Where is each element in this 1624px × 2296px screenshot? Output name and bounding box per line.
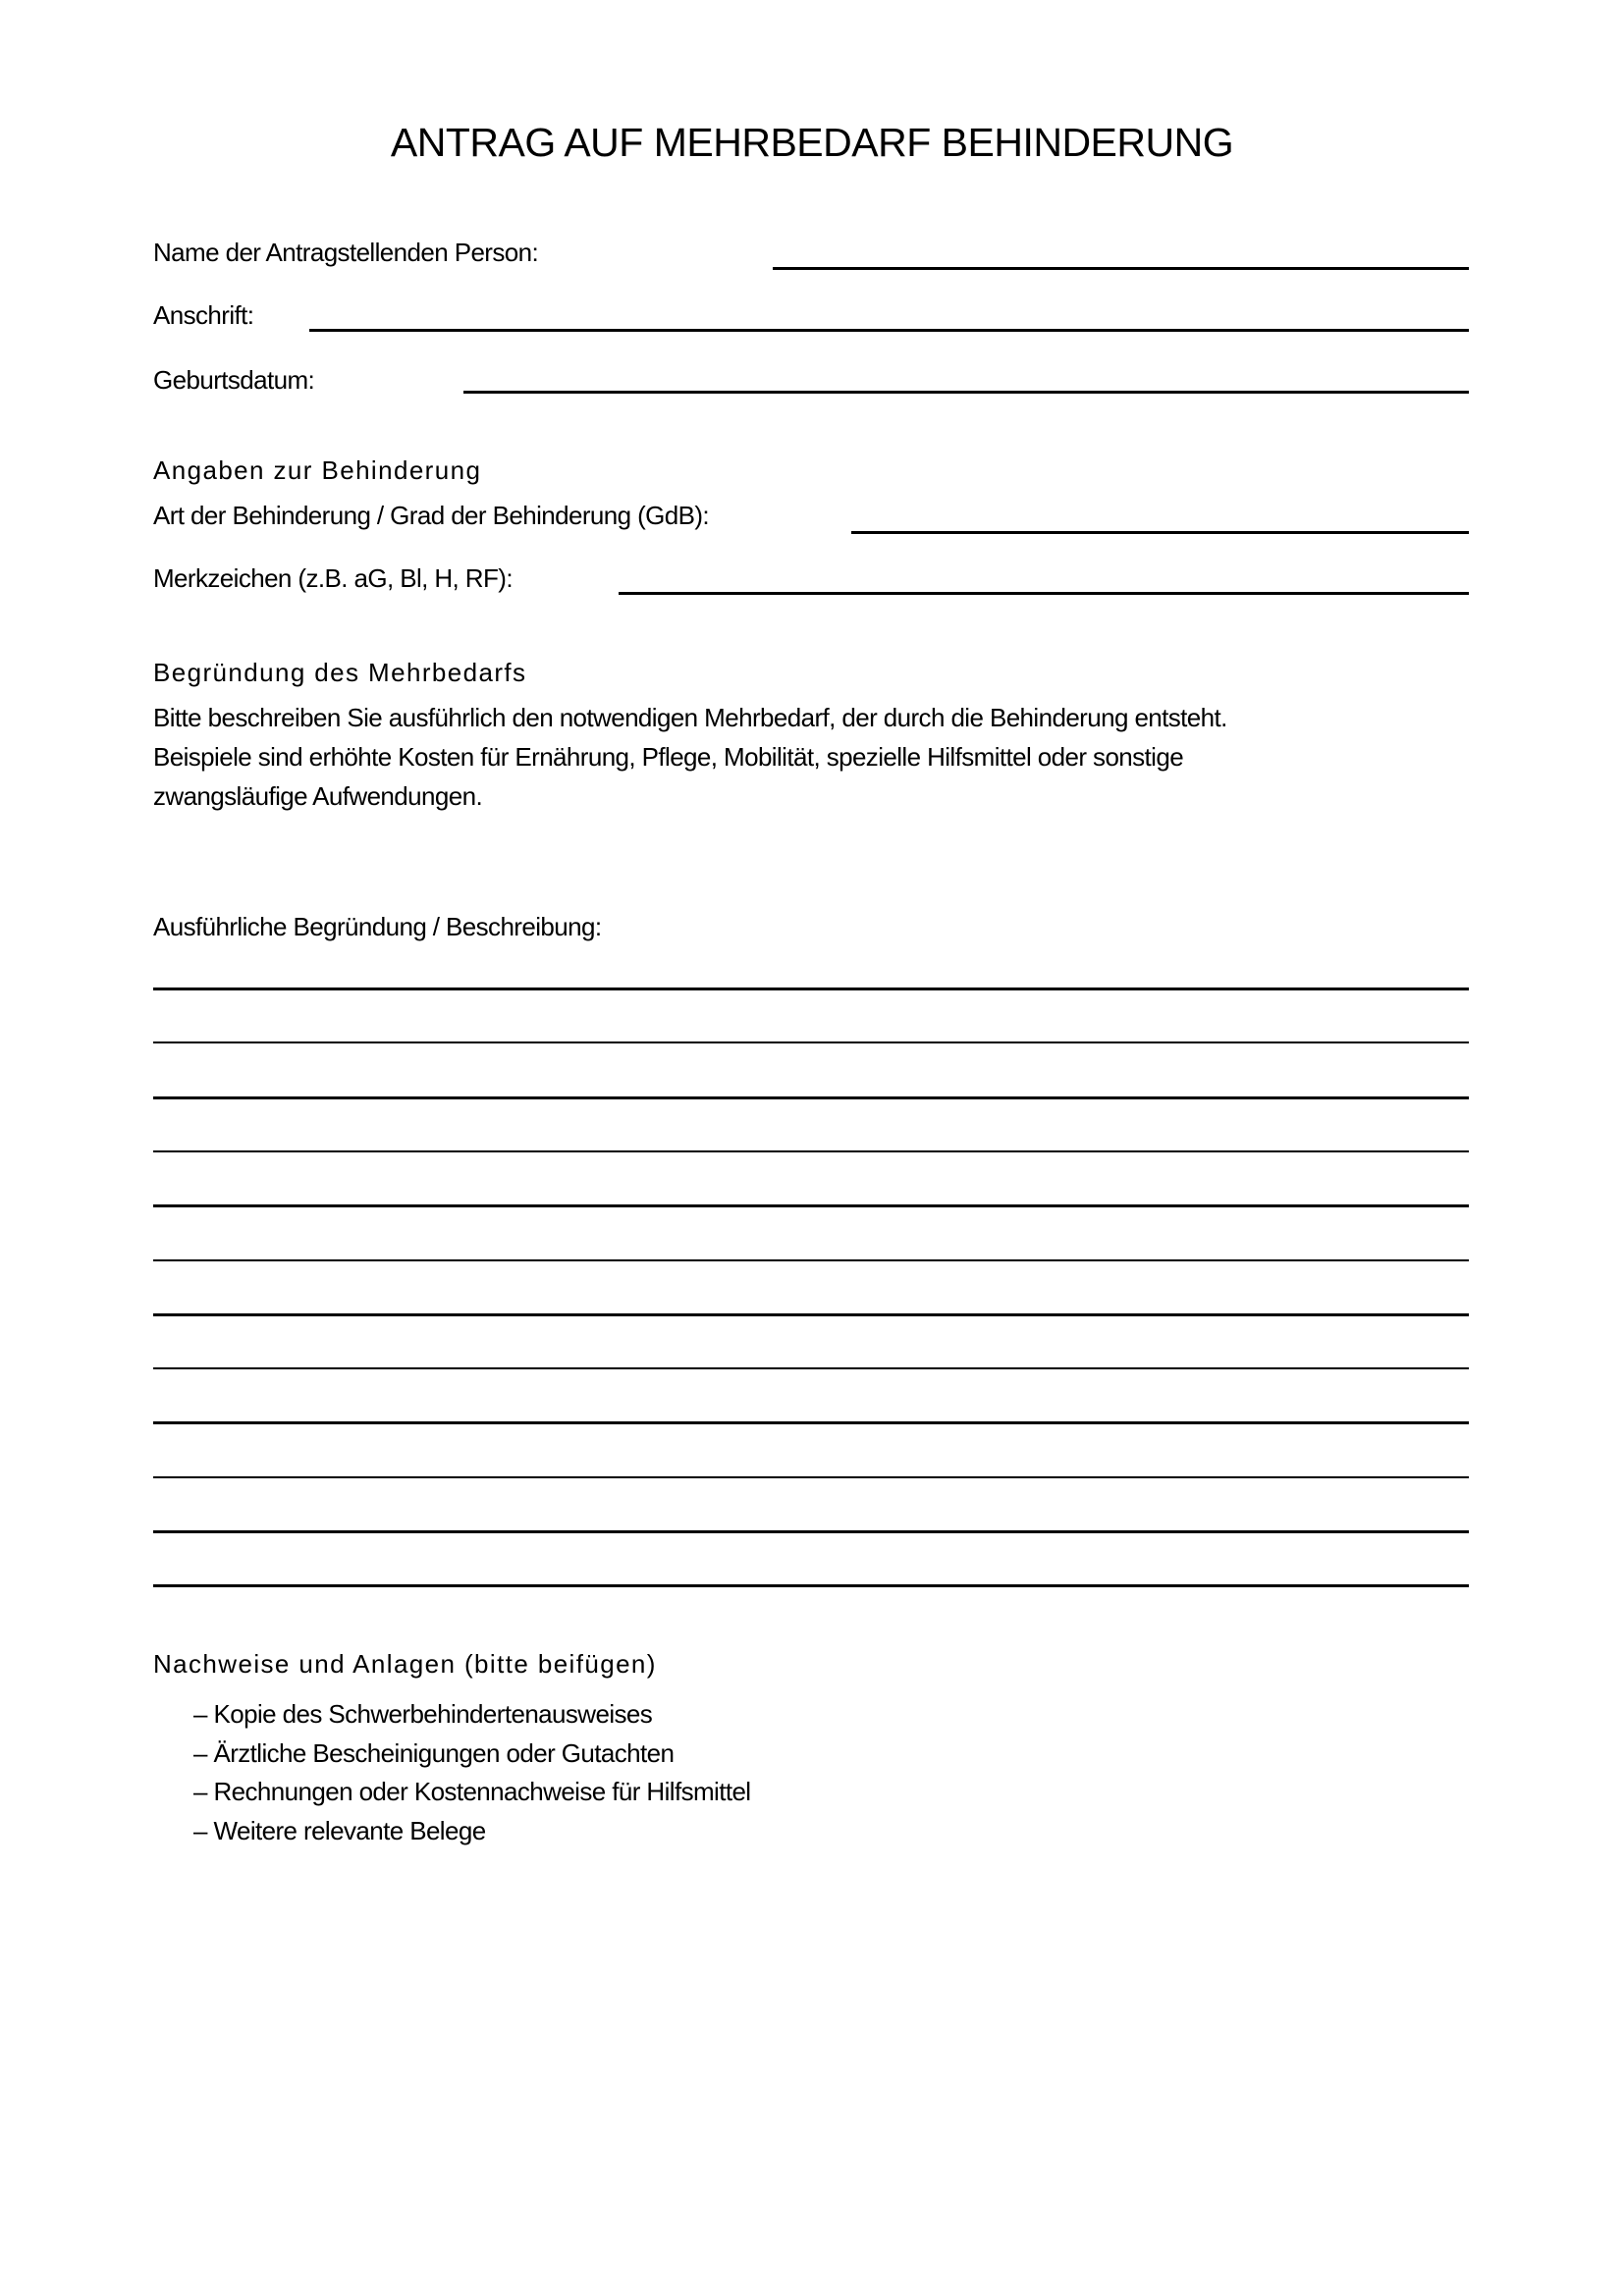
section-heading-disability-info: Angaben zur Behinderung <box>153 455 482 485</box>
form-title: ANTRAG AUF MEHRBEDARF BEHINDERUNG <box>390 120 1234 165</box>
disability-type-field-line[interactable] <box>851 531 1469 534</box>
writing-line <box>153 1584 1469 1587</box>
address-field-line[interactable] <box>309 329 1469 332</box>
birthdate-field-line[interactable] <box>463 391 1469 394</box>
attachment-list-item: – Rechnungen oder Kostennachweise für Hilfsmittel <box>193 1777 751 1806</box>
address-field-label: Anschrift: <box>153 300 254 330</box>
writing-line <box>153 1041 1469 1043</box>
description-field-label: Ausführliche Begründung / Beschreibung: <box>153 912 602 941</box>
writing-line <box>153 1530 1469 1533</box>
attachment-list-item: – Ärztliche Bescheinigungen oder Gutachten <box>193 1737 675 1768</box>
birthdate-field-label: Geburtsdatum: <box>153 365 315 395</box>
writing-line <box>153 1204 1469 1207</box>
attachment-list-item: – Kopie des Schwerbehindertenausweises <box>193 1699 653 1729</box>
writing-line <box>153 1421 1469 1424</box>
writing-line <box>153 1367 1469 1369</box>
writing-line <box>153 988 1469 990</box>
marks-field-line[interactable] <box>619 592 1469 595</box>
name-field-line[interactable] <box>773 267 1469 270</box>
writing-line <box>153 1150 1469 1152</box>
writing-line <box>153 1313 1469 1316</box>
justification-intro-line: zwangsläufige Aufwendungen. <box>153 781 483 811</box>
writing-lines[interactable] <box>153 988 1469 1616</box>
writing-line <box>153 1476 1469 1478</box>
marks-field-label: Merkzeichen (z.B. aG, Bl, H, RF): <box>153 563 513 593</box>
attachment-list-item: – Weitere relevante Belege <box>193 1815 486 1845</box>
attachments-list <box>193 1695 750 1850</box>
justification-intro-line: Beispiele sind erhöhte Kosten für Ernährung, Pflege, Mobilität, spezielle Hilfsmittel oder sonstige <box>153 742 1184 772</box>
justification-intro-line: Bitte beschreiben Sie ausführlich den notwendigen Mehrbedarf, der durch die Behinderung entsteht. <box>153 703 1227 732</box>
writing-line <box>153 1096 1469 1099</box>
writing-line <box>153 1259 1469 1261</box>
name-field-label: Name der Antragstellenden Person: <box>153 238 539 267</box>
section-heading-attachments: Nachweise und Anlagen (bitte beifügen) <box>153 1649 657 1679</box>
justification-intro-paragraph <box>153 698 1489 816</box>
section-heading-justification: Begründung des Mehrbedarfs <box>153 658 527 687</box>
disability-type-field-label: Art der Behinderung / Grad der Behinderung (GdB): <box>153 501 710 530</box>
